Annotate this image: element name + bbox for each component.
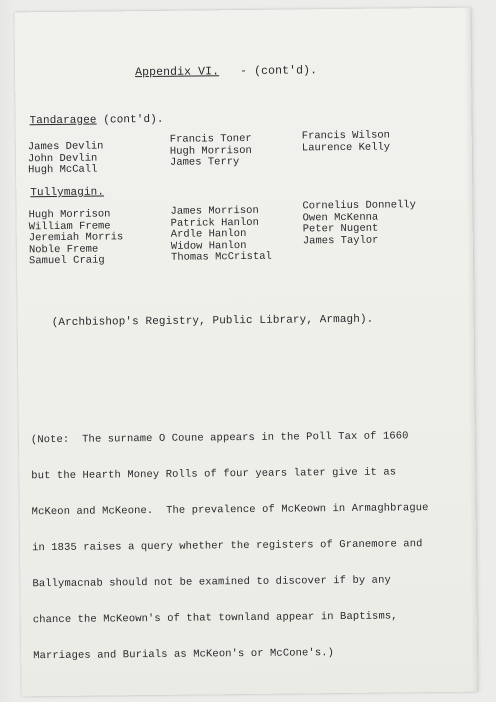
appendix-title: Appendix VI. [135, 65, 220, 80]
name-entry: Widow Hanlon [170, 239, 247, 253]
section-name: Tullymagin. [30, 186, 105, 200]
source-citation: (Archbishop's Registry, Public Library, Armagh). [51, 313, 374, 330]
name-entry: Samuel Craig [28, 254, 105, 268]
name-entry: Hugh Morrison [169, 144, 252, 158]
name-entry: John Devlin [27, 152, 98, 165]
note-line: chance the McKeown's of that townland appear in Baptisms, [32, 610, 398, 627]
name-entry: James Morrison [170, 204, 259, 218]
note-line: Ballymacnab should not be examined to discover if by any [32, 574, 391, 591]
note-line: (Note: The surname O Coune appears in the Poll Tax of 1660 [30, 430, 409, 447]
name-column [302, 200, 416, 247]
note-line: but the Hearth Money Rolls of four years later give it as [31, 466, 397, 483]
name-entry: Francis Toner [169, 132, 252, 146]
name-entry: Peter Nugent [302, 222, 379, 236]
name-column [29, 209, 124, 267]
name-entry: Patrick Hanlon [170, 216, 259, 230]
note-paragraph [31, 406, 431, 686]
name-entry: Jeremiah Morris [28, 231, 124, 245]
name-entry: Thomas McCristal [170, 250, 272, 264]
name-entry: Hugh McCall [28, 163, 98, 177]
note-line: McKeon and McKeone. The prevalence of McKeown in Armaghbrague [31, 502, 429, 519]
name-entry: Ardle Hanlon [170, 227, 247, 241]
name-column [302, 130, 390, 154]
section-name: Tandaragee [29, 114, 97, 128]
section-heading-tandaragee [30, 114, 164, 127]
section-heading-tullymagin [30, 186, 104, 199]
note-line: Marriages and Burials as McKeon's or McCone's.) [33, 647, 335, 663]
name-entry: William Freme [28, 219, 111, 233]
page-heading [135, 65, 317, 79]
name-column [28, 141, 104, 176]
name-entry: Cornelius Donnelly [302, 199, 416, 213]
name-entry: James Terry [169, 156, 240, 169]
document-page [14, 8, 477, 697]
note-line: in 1835 raises a query whether the registers of Granemore and [31, 538, 423, 555]
name-entry: James Taylor [302, 234, 379, 247]
name-entry: Francis Wilson [301, 129, 391, 143]
appendix-continuation: - (cont'd). [240, 64, 318, 79]
name-column [170, 206, 271, 265]
name-entry: Laurence Kelly [301, 140, 391, 154]
section-suffix: (cont'd). [103, 113, 164, 127]
name-entry: James Devlin [27, 140, 104, 154]
name-entry: Hugh Morrison [28, 208, 111, 222]
name-entry: Noble Freme [28, 243, 99, 256]
name-entry: Owen McKenna [302, 211, 379, 224]
name-column [170, 134, 252, 169]
